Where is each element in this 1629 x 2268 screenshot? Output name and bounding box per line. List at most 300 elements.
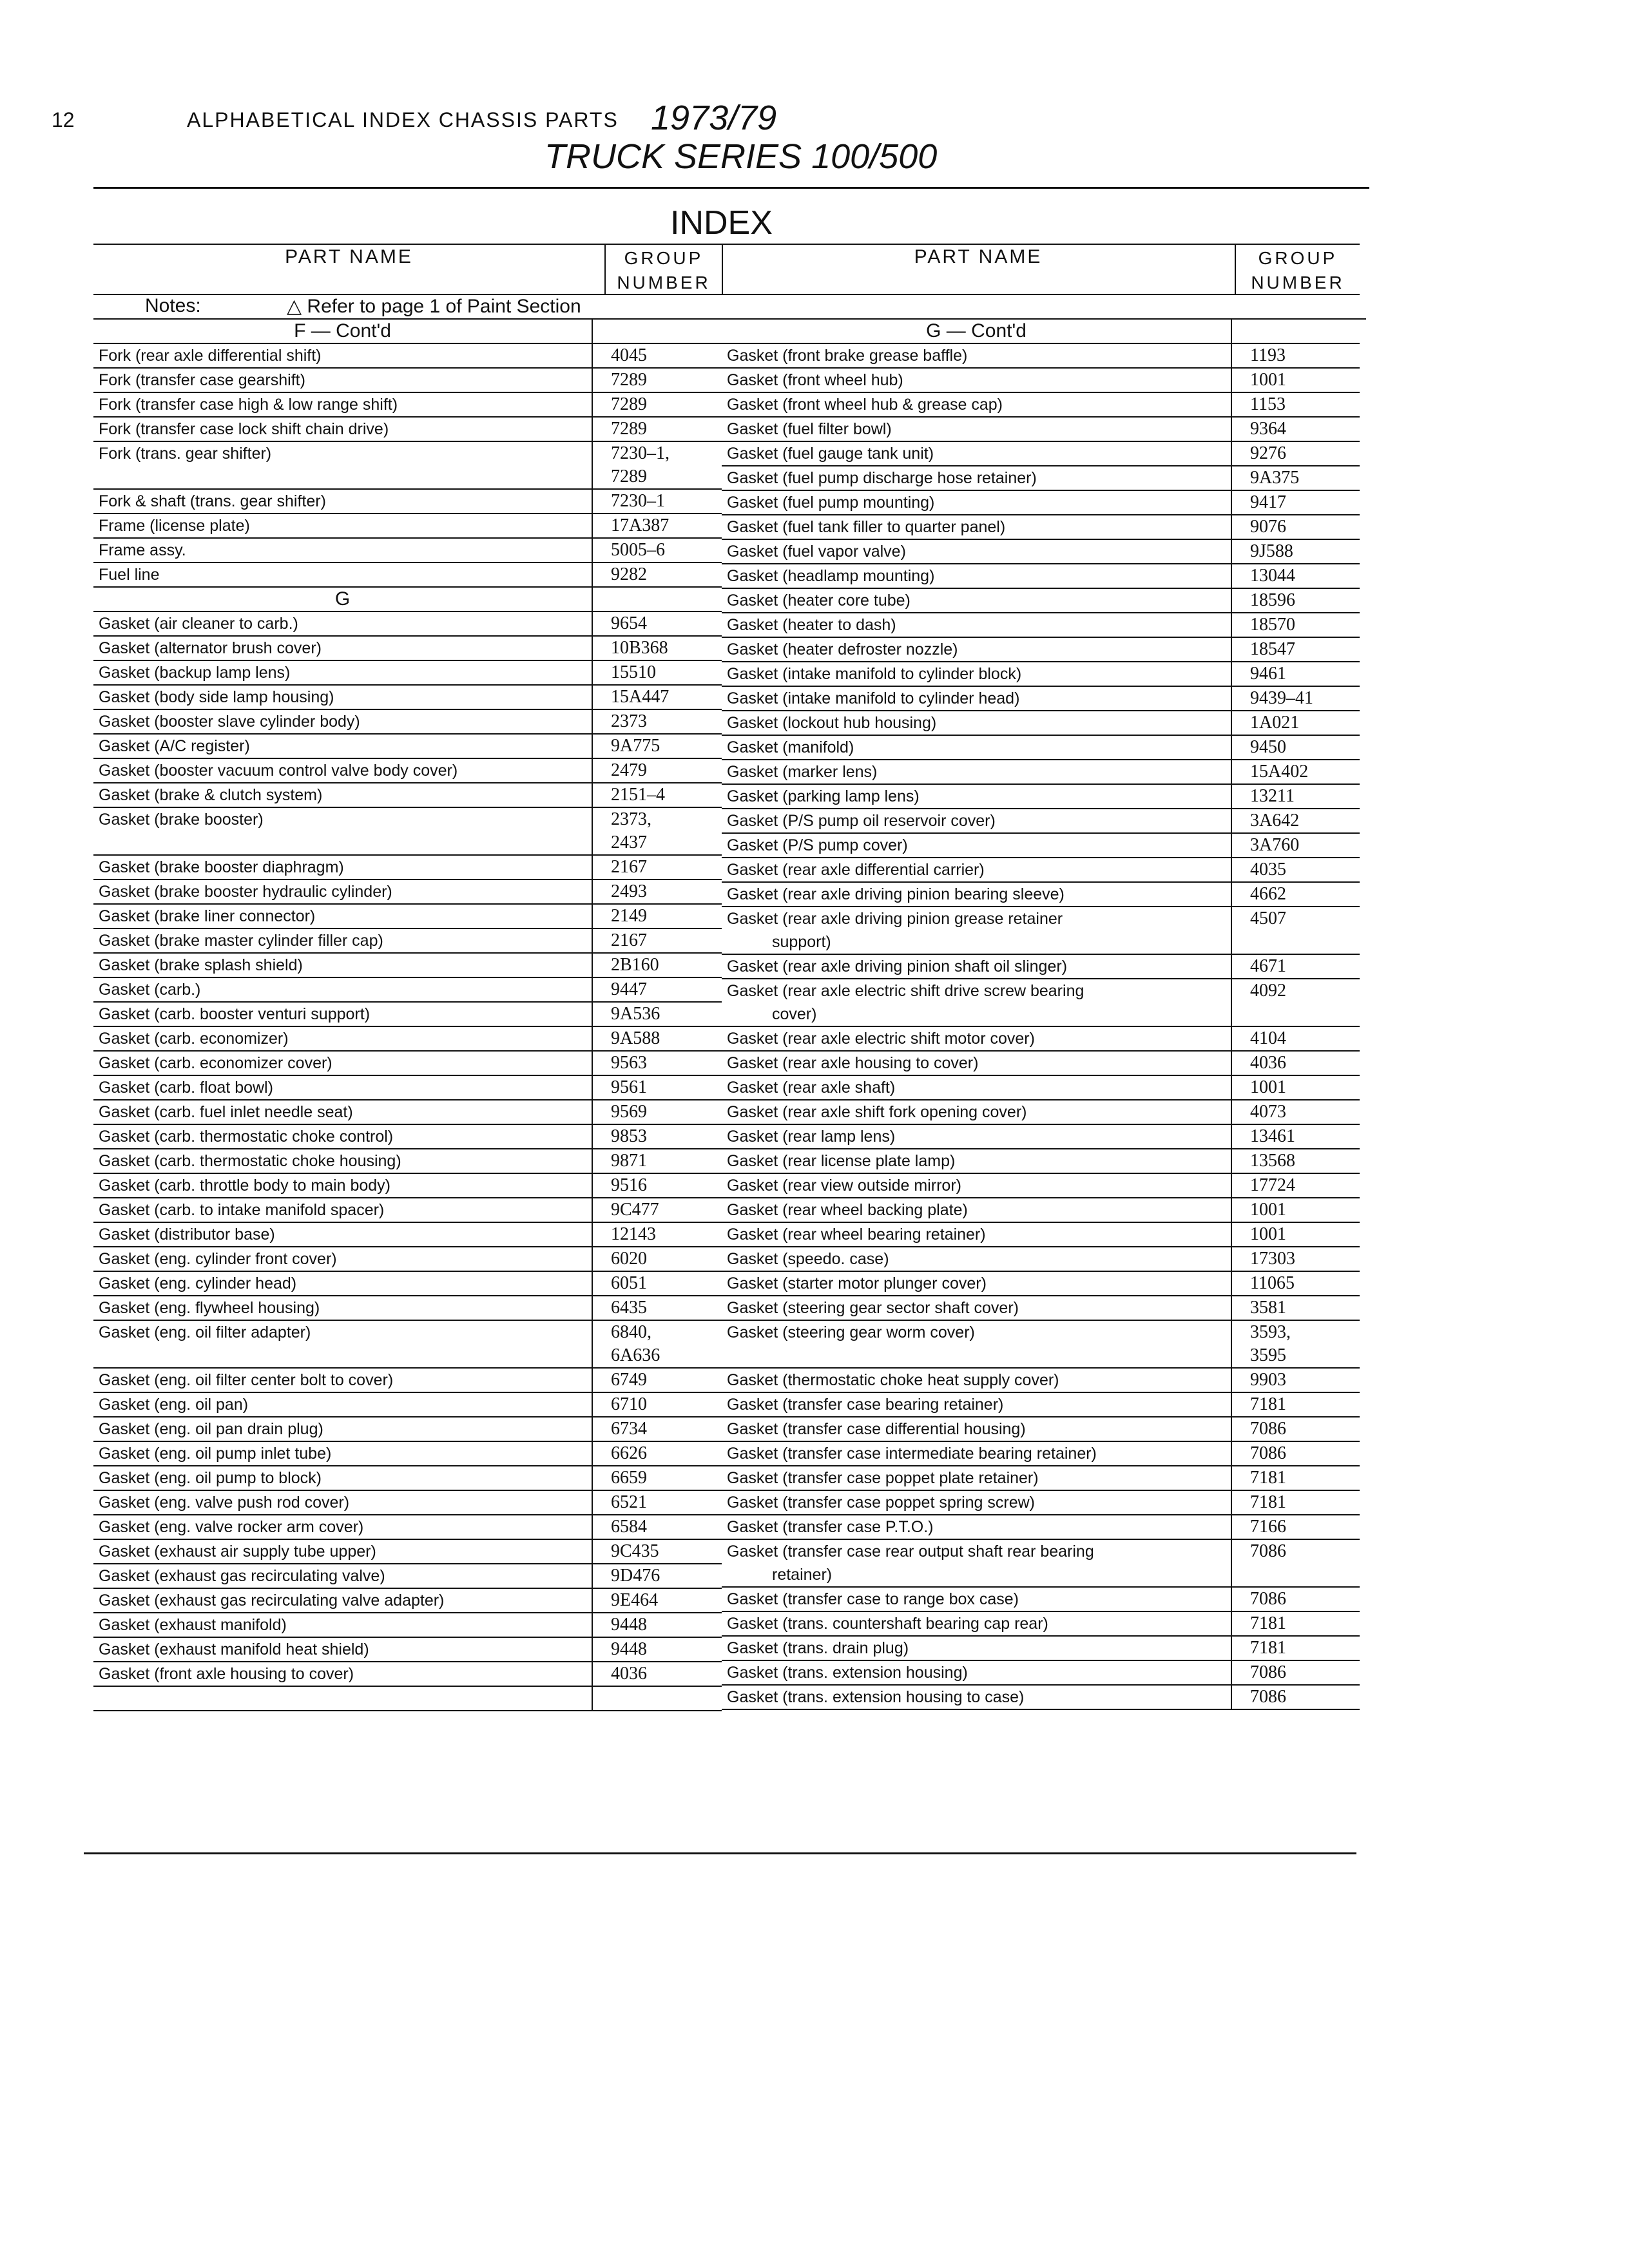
group-number: 9A536 [592, 1003, 722, 1026]
index-row [93, 539, 722, 563]
group-number: 4036 [1231, 1052, 1360, 1075]
group-number-header [606, 246, 722, 295]
index-row [93, 393, 722, 418]
index-row [93, 1613, 722, 1638]
part-name: Fork (transfer case high & low range shift) [99, 396, 398, 414]
part-name: Gasket (rear license plate lamp) [727, 1152, 956, 1170]
index-row [722, 1296, 1360, 1321]
index-row [93, 1149, 722, 1174]
notes-label: Notes: [145, 295, 201, 316]
group-label: GROUP [624, 248, 704, 268]
index-row [93, 880, 722, 905]
part-name: Gasket (transfer case P.T.O.) [727, 1518, 934, 1536]
part-name: Gasket (brake splash shield) [99, 956, 303, 974]
part-name: Gasket (rear axle driving pinion shaft oil slinger) [727, 957, 1068, 975]
group-number: 4671 [1231, 955, 1360, 978]
group-number: 6051 [592, 1272, 722, 1295]
group-number: 7086 [1231, 1686, 1360, 1709]
index-row [722, 1442, 1360, 1466]
index-row [93, 905, 722, 929]
group-number: 9448 [592, 1638, 722, 1661]
index-row [722, 834, 1360, 858]
part-name: Gasket (front brake grease baffle) [727, 347, 968, 365]
index-row [722, 1149, 1360, 1174]
part-name: Gasket (front wheel hub & grease cap) [727, 396, 1003, 414]
index-row [93, 1442, 722, 1466]
index-row [722, 883, 1360, 907]
part-name-line: Gasket (steering gear worm cover) [727, 1323, 975, 1341]
index-row [722, 1393, 1360, 1418]
part-name [722, 979, 1231, 1026]
index-row [93, 418, 722, 442]
part-name: Gasket (eng. valve rocker arm cover) [99, 1518, 364, 1536]
index-row [93, 1662, 722, 1687]
right-column-header [722, 244, 1360, 295]
part-name: Fork (transfer case gearshift) [99, 371, 305, 389]
index-row [722, 540, 1360, 564]
part-name: Gasket (P/S pump cover) [727, 836, 908, 854]
index-row [722, 369, 1360, 393]
group-number: 9450 [1231, 736, 1360, 759]
group-number [1231, 907, 1360, 954]
group-number: 7166 [1231, 1515, 1360, 1539]
part-name: Gasket (steering gear sector shaft cover) [727, 1299, 1019, 1317]
part-name [93, 1687, 592, 1710]
index-row [93, 563, 722, 588]
part-name: Gasket (carb. booster venturi support) [99, 1005, 371, 1023]
part-name: Gasket (brake booster hydraulic cylinder) [99, 883, 392, 901]
group-number: 6659 [592, 1466, 722, 1490]
index-row [93, 344, 722, 369]
group-number: 4104 [1231, 1027, 1360, 1050]
group-number: 12143 [592, 1223, 722, 1246]
right-column [722, 244, 1360, 1710]
part-name: Gasket (trans. extension housing) [727, 1664, 968, 1682]
page-title: ALPHABETICAL INDEX CHASSIS PARTS [187, 108, 619, 131]
part-name: Gasket (fuel gauge tank unit) [727, 445, 934, 463]
group-number-line: 6840, [611, 1322, 651, 1342]
group-number: 6734 [592, 1418, 722, 1441]
index-row [93, 954, 722, 978]
part-name-continuation: retainer) [772, 1566, 833, 1584]
index-row [93, 1687, 722, 1711]
part-name: Gasket (transfer case differential housing) [727, 1420, 1026, 1438]
left-column-header [93, 244, 722, 295]
index-row [722, 1198, 1360, 1223]
index-row [722, 785, 1360, 809]
group-number: 9461 [1231, 662, 1360, 686]
left-column [93, 244, 722, 1711]
part-name [722, 1321, 1231, 1367]
index-row [93, 1174, 722, 1198]
group-cell [1231, 320, 1360, 343]
group-number-line: 4092 [1250, 981, 1286, 1001]
part-name: Gasket (backup lamp lens) [99, 664, 291, 682]
group-number: 9A588 [592, 1027, 722, 1050]
part-name-continuation: support) [772, 933, 831, 951]
part-name: Fuel line [99, 566, 160, 584]
group-cell [592, 320, 722, 343]
index-row [722, 858, 1360, 883]
part-name: Gasket (eng. oil filter center bolt to cover) [99, 1371, 394, 1389]
group-number: 9364 [1231, 418, 1360, 441]
part-name: Gasket (distributor base) [99, 1225, 275, 1244]
group-number: 9439–41 [1231, 687, 1360, 710]
group-number-line: 7086 [1250, 1541, 1286, 1561]
group-number-line: 2373, [611, 809, 651, 829]
index-row [93, 1589, 722, 1613]
part-name-line: Fork (trans. gear shifter) [99, 445, 272, 463]
index-row [93, 612, 722, 637]
index-row [93, 1296, 722, 1321]
group-number: 15A447 [592, 686, 722, 709]
index-row [722, 491, 1360, 515]
index-row [93, 1393, 722, 1418]
part-name [722, 907, 1231, 954]
group-number: 9J588 [1231, 540, 1360, 563]
part-name: Gasket (carb. thermostatic choke control) [99, 1128, 394, 1146]
index-row [722, 1515, 1360, 1540]
group-number-header [1236, 246, 1360, 295]
part-name: Gasket (starter motor plunger cover) [727, 1274, 987, 1293]
group-number: 1A021 [1231, 711, 1360, 735]
group-number: 9563 [592, 1052, 722, 1075]
part-name: Gasket (carb. throttle body to main body) [99, 1177, 390, 1195]
page-number: 12 [52, 108, 75, 131]
index-row [93, 1003, 722, 1027]
part-name: Gasket (speedo. case) [727, 1250, 889, 1268]
part-name: Gasket (carb. fuel inlet needle seat) [99, 1103, 353, 1121]
group-number: 9E464 [592, 1589, 722, 1612]
part-name: Gasket (carb. to intake manifold spacer) [99, 1201, 385, 1219]
group-number: 5005–6 [592, 539, 722, 562]
index-row [722, 1125, 1360, 1149]
part-name-header: PART NAME [285, 246, 413, 267]
left-rows [93, 320, 722, 1711]
group-number: 1001 [1231, 1076, 1360, 1099]
index-row [93, 1418, 722, 1442]
index-row [722, 1661, 1360, 1686]
group-number: 9A375 [1231, 466, 1360, 490]
index-row [93, 661, 722, 686]
group-number: 6521 [592, 1491, 722, 1514]
group-number: 9871 [592, 1149, 722, 1173]
group-number [1231, 1321, 1360, 1367]
index-row [722, 418, 1360, 442]
group-number: 1001 [1231, 369, 1360, 392]
part-name: Gasket (carb. economizer) [99, 1030, 289, 1048]
part-name: Gasket (alternator brush cover) [99, 639, 322, 657]
group-number: 6020 [592, 1247, 722, 1271]
group-number: 11065 [1231, 1272, 1360, 1295]
index-row [93, 1100, 722, 1125]
index-row [722, 1686, 1360, 1710]
part-name [93, 1321, 592, 1367]
index-row [722, 1588, 1360, 1612]
index-row [722, 564, 1360, 589]
group-number-continuation: 7289 [611, 466, 647, 486]
group-number: 2B160 [592, 954, 722, 977]
part-name [722, 1540, 1231, 1586]
index-row [93, 1223, 722, 1247]
index-row [722, 466, 1360, 491]
part-name: Gasket (rear axle differential carrier) [727, 861, 985, 879]
group-number: 1193 [1231, 344, 1360, 367]
part-name: Gasket (rear axle housing to cover) [727, 1054, 979, 1072]
index-row [93, 1321, 722, 1369]
part-name: Gasket (exhaust manifold heat shield) [99, 1640, 369, 1658]
notes-row [93, 295, 1366, 318]
part-name: Gasket (trans. extension housing to case) [727, 1688, 1025, 1706]
section-label: F — Cont'd [294, 320, 391, 341]
group-number: 6584 [592, 1515, 722, 1539]
index-row [722, 613, 1360, 638]
index-row [93, 735, 722, 759]
group-number [1231, 979, 1360, 1026]
part-name-continuation [727, 1344, 1231, 1367]
part-name-line: Gasket (eng. oil filter adapter) [99, 1323, 311, 1341]
group-number-line: 7230–1, [611, 443, 670, 463]
group-number: 4073 [1231, 1100, 1360, 1124]
group-number: 13044 [1231, 564, 1360, 588]
part-name: Gasket (fuel pump discharge hose retainer) [727, 469, 1037, 487]
section-header [93, 320, 722, 344]
group-number: 17724 [1231, 1174, 1360, 1197]
notes-rule [93, 318, 1366, 320]
part-name: Gasket (air cleaner to carb.) [99, 615, 298, 633]
index-row [722, 711, 1360, 736]
index-row [722, 344, 1360, 369]
part-name-continuation [99, 1344, 592, 1367]
part-name-line: Gasket (transfer case rear output shaft rear bearing [727, 1542, 1094, 1561]
group-number: 13568 [1231, 1149, 1360, 1173]
group-number: 7181 [1231, 1612, 1360, 1635]
group-number: 9C477 [592, 1198, 722, 1222]
index-row [722, 1272, 1360, 1296]
section-label: G [334, 588, 351, 610]
part-name: Gasket (manifold) [727, 738, 854, 756]
part-name: Gasket (exhaust gas recirculating valve adapter) [99, 1591, 445, 1610]
index-title: INDEX [670, 204, 773, 242]
group-number: 3A642 [1231, 809, 1360, 832]
group-number: 7086 [1231, 1661, 1360, 1684]
group-number: 9569 [592, 1100, 722, 1124]
index-row [93, 978, 722, 1003]
group-number: 1001 [1231, 1198, 1360, 1222]
part-name-line: Gasket (rear axle electric shift drive screw bearing [727, 982, 1084, 1000]
group-number: 2149 [592, 905, 722, 928]
group-number: 15A402 [1231, 760, 1360, 783]
group-number-continuation [1250, 1563, 1360, 1586]
index-row [93, 1515, 722, 1540]
part-name: Gasket (heater core tube) [727, 591, 911, 610]
part-name: Gasket (rear lamp lens) [727, 1128, 896, 1146]
group-number-continuation [1250, 930, 1360, 954]
index-row [93, 1076, 722, 1100]
part-name: Gasket (carb. float bowl) [99, 1079, 273, 1097]
index-row [93, 369, 722, 393]
part-name: Gasket (rear axle driving pinion bearing sleeve) [727, 885, 1065, 903]
part-name: Fork (rear axle differential shift) [99, 347, 322, 365]
group-number: 7181 [1231, 1393, 1360, 1416]
group-number [592, 1321, 722, 1367]
index-row [722, 1540, 1360, 1588]
group-number: 2479 [592, 759, 722, 782]
index-row [93, 1125, 722, 1149]
group-number: 9654 [592, 612, 722, 635]
index-row [722, 442, 1360, 466]
part-name: Gasket (rear axle shaft) [727, 1079, 896, 1097]
group-number: 4662 [1231, 883, 1360, 906]
group-number [592, 442, 722, 488]
part-name: Gasket (exhaust manifold) [99, 1616, 287, 1634]
group-number: 9417 [1231, 491, 1360, 514]
index-row [722, 515, 1360, 540]
index-row [93, 442, 722, 490]
index-row [722, 736, 1360, 760]
index-row [722, 1637, 1360, 1661]
part-name-line: Gasket (brake booster) [99, 811, 264, 829]
index-row [93, 1027, 722, 1052]
index-row [93, 710, 722, 735]
part-name: Gasket (fuel pump mounting) [727, 494, 935, 512]
index-row [93, 1564, 722, 1589]
part-name: Gasket (marker lens) [727, 763, 878, 781]
part-name: Gasket (transfer case intermediate bearing retainer) [727, 1445, 1097, 1463]
part-name: Frame assy. [99, 541, 186, 559]
notes-text: △ Refer to page 1 of Paint Section [287, 296, 581, 317]
part-name: Gasket (fuel vapor valve) [727, 543, 906, 561]
part-name: Gasket (transfer case poppet plate retainer) [727, 1469, 1039, 1487]
group-number: 18547 [1231, 638, 1360, 661]
group-number: 13211 [1231, 785, 1360, 808]
part-name: Gasket (fuel filter bowl) [727, 420, 892, 438]
group-number: 7289 [592, 369, 722, 392]
part-name: Frame (license plate) [99, 517, 250, 535]
index-row [722, 1247, 1360, 1272]
footer-rule [84, 1852, 1356, 1854]
group-number-continuation: 6A636 [611, 1345, 660, 1365]
group-number: 13461 [1231, 1125, 1360, 1148]
index-row [722, 1418, 1360, 1442]
index-row [722, 809, 1360, 834]
group-number: 6749 [592, 1369, 722, 1392]
index-row [722, 1223, 1360, 1247]
part-name: Gasket (fuel tank filler to quarter panel) [727, 518, 1006, 536]
part-name: Gasket (booster slave cylinder body) [99, 713, 360, 731]
group-number: 7086 [1231, 1442, 1360, 1465]
number-label: NUMBER [1251, 273, 1345, 293]
group-number: 15510 [592, 661, 722, 684]
part-name-continuation [99, 465, 592, 488]
group-number: 7086 [1231, 1588, 1360, 1611]
part-name: Gasket (lockout hub housing) [727, 714, 937, 732]
part-name: Gasket (transfer case bearing retainer) [727, 1396, 1004, 1414]
group-number: 9D476 [592, 1564, 722, 1588]
group-number: 9516 [592, 1174, 722, 1197]
part-name: Gasket (rear axle electric shift motor cover) [727, 1030, 1035, 1048]
index-row [722, 1174, 1360, 1198]
part-name: Gasket (brake & clutch system) [99, 786, 323, 804]
part-name: Gasket (brake master cylinder filler cap) [99, 932, 383, 950]
index-row [722, 1076, 1360, 1100]
group-number: 1001 [1231, 1223, 1360, 1246]
group-number: 4035 [1231, 858, 1360, 881]
group-number: 7181 [1231, 1491, 1360, 1514]
part-name [93, 808, 592, 854]
group-number: 2167 [592, 856, 722, 879]
part-name: Gasket (eng. oil pan) [99, 1396, 249, 1414]
part-name: Gasket (booster vacuum control valve body cover) [99, 762, 458, 780]
model-years: 1973/79 [651, 99, 777, 137]
index-row [93, 686, 722, 710]
part-name: Gasket (thermostatic choke heat supply cover) [727, 1371, 1059, 1389]
index-row [93, 514, 722, 539]
part-name: Gasket (brake booster diaphragm) [99, 858, 344, 876]
group-number: 3A760 [1231, 834, 1360, 857]
part-name: Gasket (front axle housing to cover) [99, 1665, 354, 1683]
part-name-continuation: cover) [772, 1005, 817, 1023]
truck-series: TRUCK SERIES 100/500 [545, 137, 938, 176]
group-number: 6435 [592, 1296, 722, 1320]
part-name: Gasket (exhaust air supply tube upper) [99, 1542, 376, 1561]
index-row [93, 1247, 722, 1272]
part-name: Gasket (carb.) [99, 981, 201, 999]
group-number: 17A387 [592, 514, 722, 537]
group-cell [592, 588, 722, 611]
index-row [722, 907, 1360, 955]
part-name: Gasket (transfer case to range box case) [727, 1590, 1019, 1608]
part-name: Gasket (eng. oil pump inlet tube) [99, 1445, 332, 1463]
index-row [722, 1321, 1360, 1369]
index-row [722, 589, 1360, 613]
group-number: 7181 [1231, 1466, 1360, 1490]
group-number-continuation: 2437 [611, 832, 647, 852]
part-name: Gasket (headlamp mounting) [727, 567, 935, 585]
part-name: Gasket (parking lamp lens) [727, 787, 920, 805]
group-number-continuation: 3595 [1250, 1345, 1286, 1365]
group-number [592, 808, 722, 854]
part-name: Gasket (rear wheel bearing retainer) [727, 1225, 986, 1244]
group-number: 18596 [1231, 589, 1360, 612]
index-row [93, 1369, 722, 1393]
index-row [722, 1369, 1360, 1393]
part-name: Gasket (carb. economizer cover) [99, 1054, 333, 1072]
group-number-line: 4507 [1250, 908, 1286, 928]
index-row [93, 1466, 722, 1491]
part-name: Gasket (eng. oil pan drain plug) [99, 1420, 323, 1438]
part-name: Gasket (front wheel hub) [727, 371, 903, 389]
group-number: 9853 [592, 1125, 722, 1148]
index-row [93, 759, 722, 783]
index-row [722, 393, 1360, 418]
part-name: Gasket (trans. countershaft bearing cap rear) [727, 1615, 1048, 1633]
section-header [722, 320, 1360, 344]
part-name: Gasket (exhaust gas recirculating valve) [99, 1567, 385, 1585]
part-name: Gasket (eng. valve push rod cover) [99, 1494, 350, 1512]
index-row [93, 1198, 722, 1223]
index-row [722, 638, 1360, 662]
index-row [93, 856, 722, 880]
group-number: 9076 [1231, 515, 1360, 539]
group-number: 2167 [592, 929, 722, 952]
group-number: 7086 [1231, 1418, 1360, 1441]
part-name: Gasket (intake manifold to cylinder block) [727, 665, 1022, 683]
part-name: Gasket (trans. drain plug) [727, 1639, 909, 1657]
index-row [722, 1612, 1360, 1637]
index-row [93, 929, 722, 954]
group-label: GROUP [1258, 248, 1338, 268]
